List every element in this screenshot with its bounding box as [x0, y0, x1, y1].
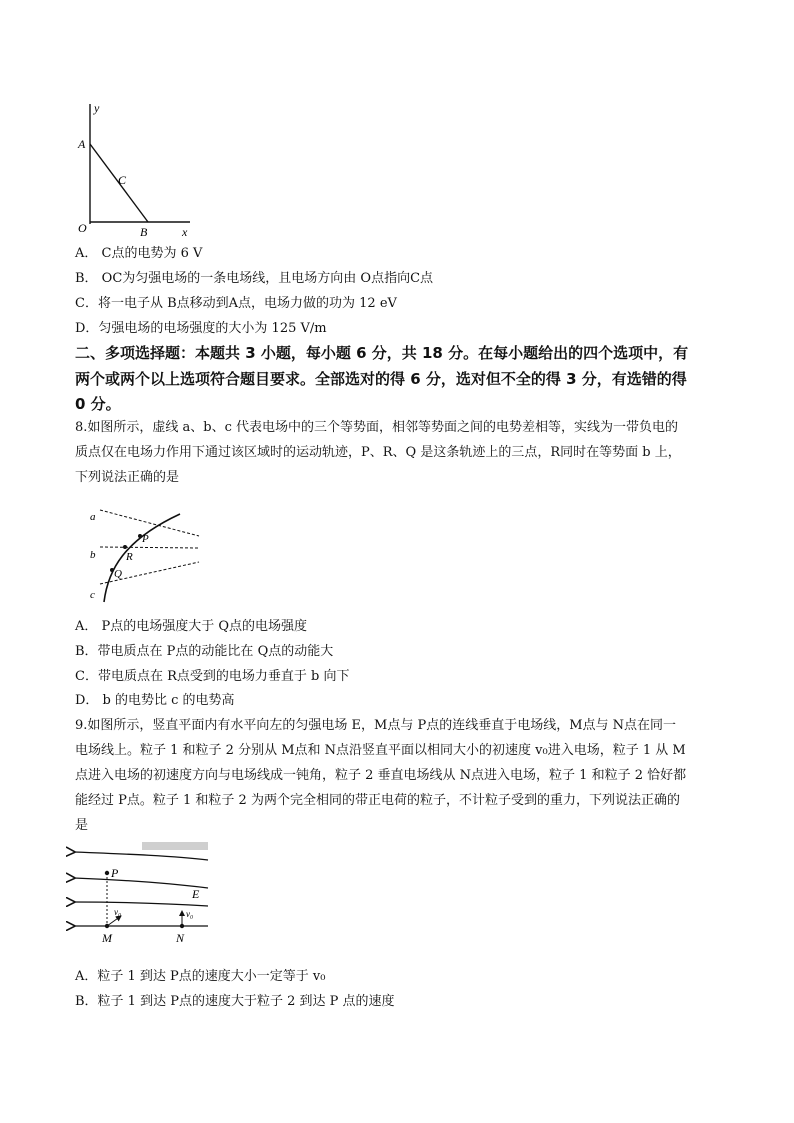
section2-heading-line3: 0 分。 — [75, 395, 121, 413]
label-r: R — [126, 551, 133, 563]
dashed-line-a — [100, 510, 199, 536]
label-m: M — [102, 931, 112, 945]
velocity-arrow-1 — [107, 916, 121, 926]
q8-option-a: A． P点的电场强度大于 Q点的电场强度 — [75, 619, 308, 634]
q9-option-a: A．粒子 1 到达 P点的速度大小一定等于 v₀ — [75, 969, 326, 984]
label-x: x — [182, 225, 188, 239]
section2-heading-line2: 两个或两个以上选项符合题目要求。全部选对的得 6 分，选对但不全的得 3 分，有选错的得 — [75, 370, 687, 388]
figure-electric-field — [66, 840, 216, 946]
field-line-1 — [74, 852, 208, 860]
q7-option-d: D．匀强电场的电场强度的大小为 125 V/m — [75, 321, 327, 336]
label-y: y — [94, 101, 100, 115]
label-p: P — [111, 866, 119, 880]
gray-smudge — [142, 842, 208, 850]
label-o: O — [78, 221, 87, 235]
dashed-line-b — [100, 547, 199, 548]
label-c: c — [90, 589, 95, 601]
point-p — [105, 871, 109, 875]
figure-coordinate-graph — [70, 96, 200, 242]
label-q: Q — [114, 568, 122, 580]
label-n: N — [176, 931, 185, 945]
field-line-3 — [74, 902, 208, 906]
q9-text-line4: 能经过 P点。粒子 1 和粒子 2 为两个完全相同的带正电荷的粒子，不计粒子受到的重力，下列说法正确的 — [75, 793, 680, 808]
q8-text-line2: 质点仅在电场力作用下通过该区域时的运动轨迹，P、R、Q 是这条轨迹上的三点，R同时在等势面 b 上， — [75, 445, 681, 460]
label-v0-m: v₀ — [114, 907, 122, 917]
q9-text-line2: 电场线上。粒子 1 和粒子 2 分别从 M点和 N点沿竖直平面以相同大小的初速度 v₀进入电场，粒子 1 从 M — [75, 743, 686, 758]
figure-equipotential — [84, 500, 204, 606]
q9-text-line1: 9.如图所示，竖直平面内有水平向左的匀强电场 E，M点与 P点的连线垂直于电场线，M点与 N点在同一 — [75, 718, 677, 733]
label-p: P — [142, 533, 149, 545]
q8-text-line1: 8.如图所示，虚线 a、b、c 代表电场中的三个等势面，相邻等势面之间的电势差相等，实线为一带负电的 — [75, 420, 679, 435]
label-b: B — [140, 225, 148, 239]
label-c: C — [118, 173, 127, 187]
label-a: A — [78, 137, 86, 151]
label-e: E — [192, 887, 200, 901]
q7-option-a: A． C点的电势为 6 V — [75, 246, 203, 261]
field-line-2 — [74, 878, 208, 888]
section2-heading-line1: 二、多项选择题：本题共 3 小题，每小题 6 分，共 18 分。在每小题给出的四个选项中，有 — [75, 344, 689, 362]
label-a: a — [90, 511, 96, 523]
point-r — [123, 545, 127, 549]
q8-option-d: D． b 的电势比 c 的电势高 — [75, 693, 235, 708]
q8-option-b: B．带电质点在 P点的动能比在 Q点的动能大 — [75, 644, 334, 659]
q9-option-b: B．粒子 1 到达 P点的速度大于粒子 2 到达 P 点的速度 — [75, 994, 395, 1009]
q9-text-line3: 点进入电场的初速度方向与电场线成一钝角，粒子 2 垂直电场线从 N点进入电场，粒子 1 和粒子 2 恰好都 — [75, 768, 687, 783]
q8-option-c: C．带电质点在 R点受到的电场力垂直于 b 向下 — [75, 669, 350, 684]
q9-text-line5: 是 — [75, 818, 89, 833]
q8-text-line3: 下列说法正确的是 — [75, 470, 180, 485]
q7-option-c: C．将一电子从 B点移动到A点，电场力做的功为 12 eV — [75, 296, 397, 311]
trajectory-curve — [104, 514, 180, 602]
label-v0-n: v₀ — [186, 909, 194, 919]
label-b: b — [90, 549, 96, 561]
q7-option-b: B． OC为匀强电场的一条电场线，且电场方向由 O点指向C点 — [75, 271, 434, 286]
